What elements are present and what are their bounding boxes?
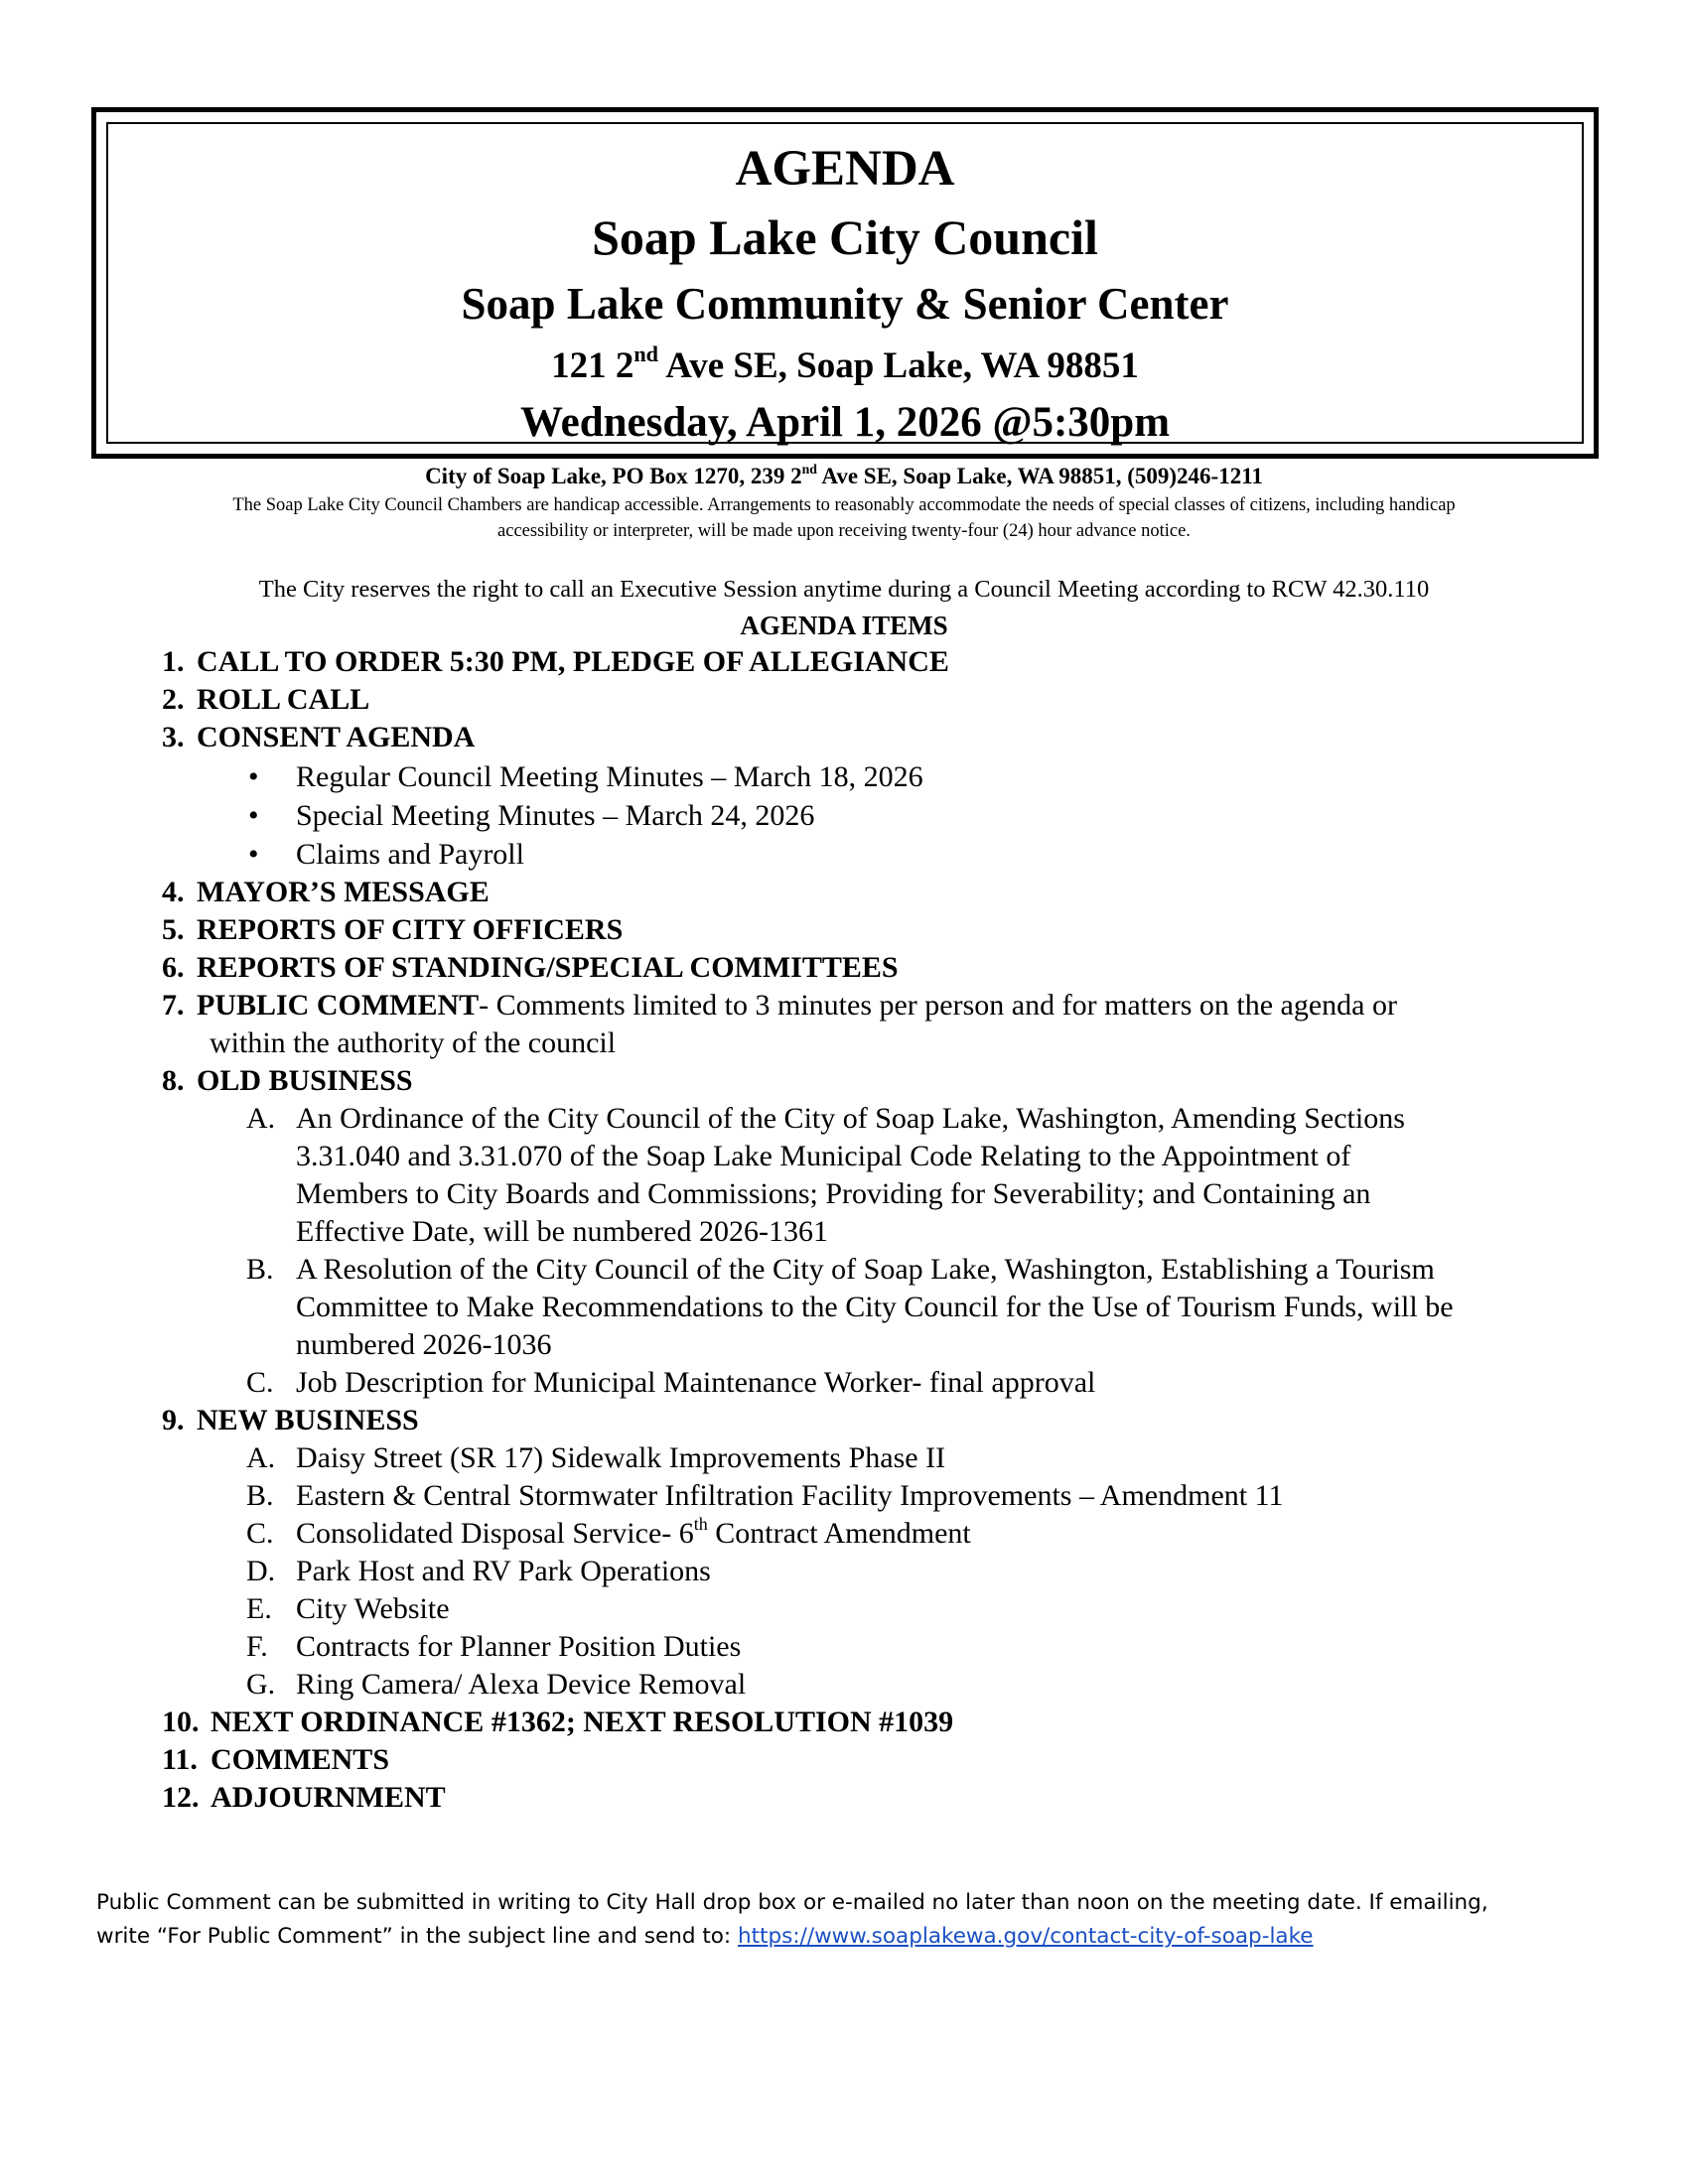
public-comment-text: - Comments limited to 3 minutes per person and for matters on the agenda or: [479, 989, 1397, 1022]
sub-text: Park Host and RV Park Operations: [296, 1555, 711, 1587]
agenda-title: AGENDA: [735, 141, 955, 197]
meeting-date: Wednesday, April 1, 2026 @5:30pm: [519, 399, 1171, 446]
sub-text: Job Description for Municipal Maintenance Worker- final approval: [296, 1366, 1096, 1399]
sub-text: Members to City Boards and Commissions; Providing for Severability; and Containing an: [296, 1177, 1371, 1210]
item-number: 12.: [162, 1781, 200, 1814]
sub-text: Eastern & Central Stormwater Infiltration Facility Improvements – Amendment 11: [296, 1479, 1284, 1512]
bullet-text: Claims and Payroll: [296, 838, 524, 871]
accessibility-line-1: The Soap Lake City Council Chambers are handicap accessible. Arrangements to reasonably accommodate the needs of special classes of citizens, including handicap: [232, 495, 1456, 515]
item-label: NEW BUSINESS: [197, 1404, 419, 1436]
sub-text: City Website: [296, 1592, 450, 1625]
sub-text: numbered 2026-1036: [296, 1328, 552, 1361]
city-line-post: Ave SE, Soap Lake, WA 98851, (509)246-1211: [816, 464, 1263, 488]
public-comment-text-2: within the authority of the council: [210, 1026, 617, 1059]
sub-text: 3.31.040 and 3.31.070 of the Soap Lake Municipal Code Relating to the Appointment of: [296, 1140, 1351, 1172]
sub-text: Ring Camera/ Alexa Device Removal: [296, 1668, 747, 1701]
item-number: 7.: [162, 989, 185, 1022]
sub-text-post: Contract Amendment: [707, 1517, 971, 1550]
item-label: REPORTS OF CITY OFFICERS: [197, 913, 624, 946]
sub-letter: F.: [246, 1630, 268, 1663]
item-number: 2.: [162, 683, 185, 716]
sub-letter: D.: [246, 1555, 276, 1587]
item-number: 6.: [162, 951, 185, 984]
venue-name: Soap Lake Community & Senior Center: [461, 279, 1229, 329]
footer-line-1: Public Comment can be submitted in writing to City Hall drop box or e-mailed no later than noon on the meeting date. If emailing,: [96, 1890, 1488, 1915]
sub-letter: A.: [246, 1102, 276, 1135]
item-label: COMMENTS: [211, 1743, 389, 1776]
sub-letter: B.: [246, 1479, 274, 1512]
item-label: MAYOR’S MESSAGE: [197, 876, 490, 908]
item-label: REPORTS OF STANDING/SPECIAL COMMITTEES: [197, 951, 899, 984]
executive-session-note: The City reserves the right to call an Executive Session anytime during a Council Meeting according to RCW 42.30.110: [258, 576, 1430, 603]
venue-address: [108, 341, 1582, 387]
item-label: CONSENT AGENDA: [197, 721, 476, 753]
item-number: 1.: [162, 645, 185, 678]
item-label: ADJOURNMENT: [211, 1781, 446, 1814]
item-number: 4.: [162, 876, 185, 908]
city-contact-line: [0, 461, 1688, 489]
public-comment-label: PUBLIC COMMENT: [197, 989, 480, 1022]
sub-text: A Resolution of the City Council of the City of Soap Lake, Washington, Establishing a Tourism: [296, 1253, 1435, 1286]
accessibility-line-2: accessibility or interpreter, will be made upon receiving twenty-four (24) hour advance notice.: [497, 521, 1191, 541]
address-pre: 121 2: [551, 345, 634, 386]
bullet-icon: •: [248, 838, 259, 871]
item-number: 8.: [162, 1064, 185, 1097]
sub-text: Contracts for Planner Position Duties: [296, 1630, 742, 1663]
bullet-text: Regular Council Meeting Minutes – March 18, 2026: [296, 760, 923, 793]
public-comment-footer: [96, 1886, 1625, 1954]
accessibility-note: [99, 492, 1589, 544]
agenda-items-heading: AGENDA ITEMS: [740, 611, 948, 640]
item-label: NEXT ORDINANCE #1362; NEXT RESOLUTION #1039: [211, 1706, 954, 1738]
sub-letter: C.: [246, 1517, 274, 1550]
sub-text-sup: th: [693, 1514, 708, 1535]
item-number: 3.: [162, 721, 185, 753]
item-number: 5.: [162, 913, 185, 946]
sub-letter: A.: [246, 1441, 276, 1474]
item-number: 9.: [162, 1404, 185, 1436]
item-label: ROLL CALL: [197, 683, 370, 716]
sub-letter: E.: [246, 1592, 272, 1625]
sub-text: Committee to Make Recommendations to the City Council for the Use of Tourism Funds, will be: [296, 1291, 1454, 1323]
contact-link[interactable]: https://www.soaplakewa.gov/contact-city-of-soap-lake: [738, 1924, 1314, 1949]
bullet-icon: •: [248, 799, 259, 832]
address-post: Ave SE, Soap Lake, WA 98851: [658, 345, 1139, 386]
sub-text: [296, 1515, 971, 1553]
item-label: [197, 987, 1397, 1024]
sub-letter: B.: [246, 1253, 274, 1286]
item-number: 11.: [162, 1743, 198, 1776]
address-sup: nd: [633, 341, 659, 367]
header-inner-border: [106, 122, 1584, 444]
item-label: CALL TO ORDER 5:30 PM, PLEDGE OF ALLEGIANCE: [197, 645, 949, 678]
bullet-text: Special Meeting Minutes – March 24, 2026: [296, 799, 815, 832]
sub-letter: C.: [246, 1366, 274, 1399]
footer-line-2: [96, 1920, 1625, 1954]
sub-text-pre: Consolidated Disposal Service- 6: [296, 1517, 694, 1550]
sub-text: An Ordinance of the City Council of the City of Soap Lake, Washington, Amending Sections: [296, 1102, 1405, 1135]
sub-letter: G.: [246, 1668, 276, 1701]
footer-line-2-text: write “For Public Comment” in the subject line and send to:: [96, 1924, 738, 1949]
header-box: [91, 107, 1599, 459]
item-number: 10.: [162, 1706, 200, 1738]
sub-text: Daisy Street (SR 17) Sidewalk Improvements Phase II: [296, 1441, 946, 1474]
sub-text: Effective Date, will be numbered 2026-1361: [296, 1215, 828, 1248]
council-name: Soap Lake City Council: [592, 209, 1098, 265]
city-line-sup: nd: [801, 461, 817, 477]
city-line-pre: City of Soap Lake, PO Box 1270, 239 2: [425, 464, 802, 488]
bullet-icon: •: [248, 760, 259, 793]
item-label: OLD BUSINESS: [197, 1064, 413, 1097]
